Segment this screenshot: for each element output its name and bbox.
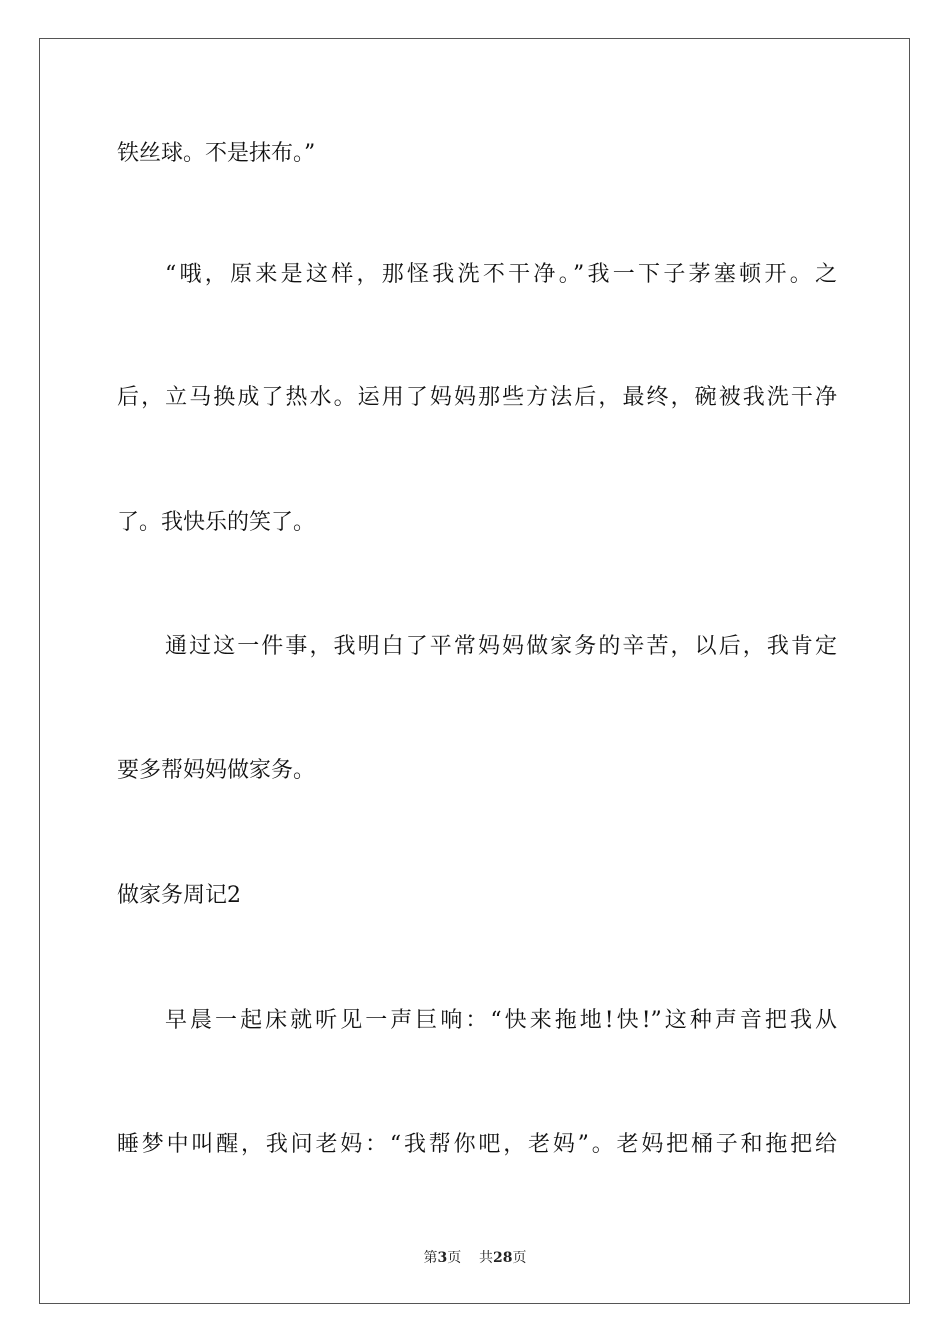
footer-total-pages: 28 xyxy=(493,1250,513,1266)
footer-total-prefix: 共 xyxy=(479,1250,494,1266)
text-line-5: 通过这一件事，我明白了平常妈妈做家务的辛苦，以后，我肯定 xyxy=(165,634,837,659)
text-line-3: 后，立马换成了热水。运用了妈妈那些方法后，最终，碗被我洗干净 xyxy=(117,385,837,410)
page-border xyxy=(39,38,910,1304)
footer-page-suffix: 页 xyxy=(447,1250,462,1266)
footer-page-number: 3 xyxy=(437,1250,448,1266)
text-line-1: 铁丝球。不是抹布。” xyxy=(117,141,316,166)
footer-total-suffix: 页 xyxy=(512,1250,527,1266)
text-line-7: 早晨一起床就听见一声巨响：“快来拖地!快!”这种声音把我从 xyxy=(165,1008,837,1033)
footer-page-prefix: 第 xyxy=(423,1250,438,1266)
text-line-6: 要多帮妈妈做家务。 xyxy=(117,758,316,783)
section-heading: 做家务周记2 xyxy=(117,883,241,908)
page-footer xyxy=(0,1247,950,1267)
text-line-8: 睡梦中叫醒，我问老妈：“我帮你吧，老妈”。老妈把桶子和拖把给 xyxy=(117,1132,837,1157)
text-line-4: 了。我快乐的笑了。 xyxy=(117,510,316,535)
text-line-2: “哦，原来是这样，那怪我洗不干净。”我一下子茅塞顿开。之 xyxy=(165,262,837,287)
